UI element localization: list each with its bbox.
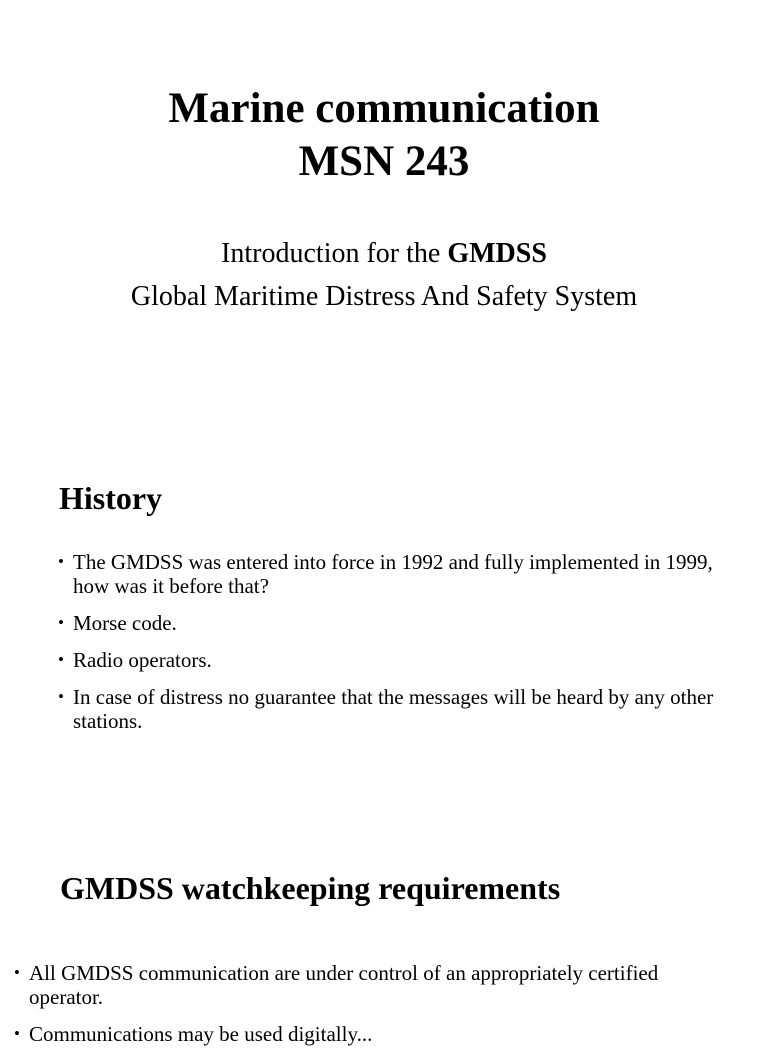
bullet-text: All GMDSS communication are under control of an appropriately certified operator. <box>29 961 659 1009</box>
presentation-subtitle <box>0 232 768 318</box>
list-item <box>58 550 726 598</box>
title-line-1: Marine communication <box>168 85 600 132</box>
bullet-icon: • <box>14 1024 20 1043</box>
history-slide <box>0 470 768 770</box>
bullet-text: Communications may be used digitally... <box>29 1022 373 1046</box>
list-item <box>58 685 726 733</box>
bullet-text: In case of distress no guarantee that the messages will be heard by any other stations. <box>73 685 714 733</box>
title-line-2: MSN 243 <box>298 138 470 185</box>
bullet-icon: • <box>14 963 20 982</box>
subtitle-line-2: Global Maritime Distress And Safety System <box>130 281 638 312</box>
title-slide <box>0 0 768 380</box>
bullet-text: Morse code. <box>73 611 177 635</box>
bullet-text: The GMDSS was entered into force in 1992 and fully implemented in 1999, how was it before that? <box>73 550 713 598</box>
list-item <box>58 611 726 635</box>
bullet-text: Radio operators. <box>73 648 212 672</box>
watchkeeping-bullet-list <box>14 961 734 1059</box>
bullet-icon: • <box>58 650 64 669</box>
history-heading: History <box>59 480 163 516</box>
watchkeeping-heading: GMDSS watchkeeping requirements <box>60 870 561 906</box>
list-item <box>14 1022 734 1046</box>
presentation-title <box>0 82 768 188</box>
bullet-icon: • <box>58 613 64 632</box>
history-bullet-list <box>58 550 726 746</box>
watchkeeping-slide <box>0 860 768 1046</box>
subtitle-prefix: Introduction for the <box>221 238 448 269</box>
list-item <box>14 961 734 1009</box>
subtitle-acronym: GMDSS <box>447 238 547 269</box>
bullet-icon: • <box>58 552 64 571</box>
bullet-icon: • <box>58 687 64 706</box>
list-item <box>58 648 726 672</box>
